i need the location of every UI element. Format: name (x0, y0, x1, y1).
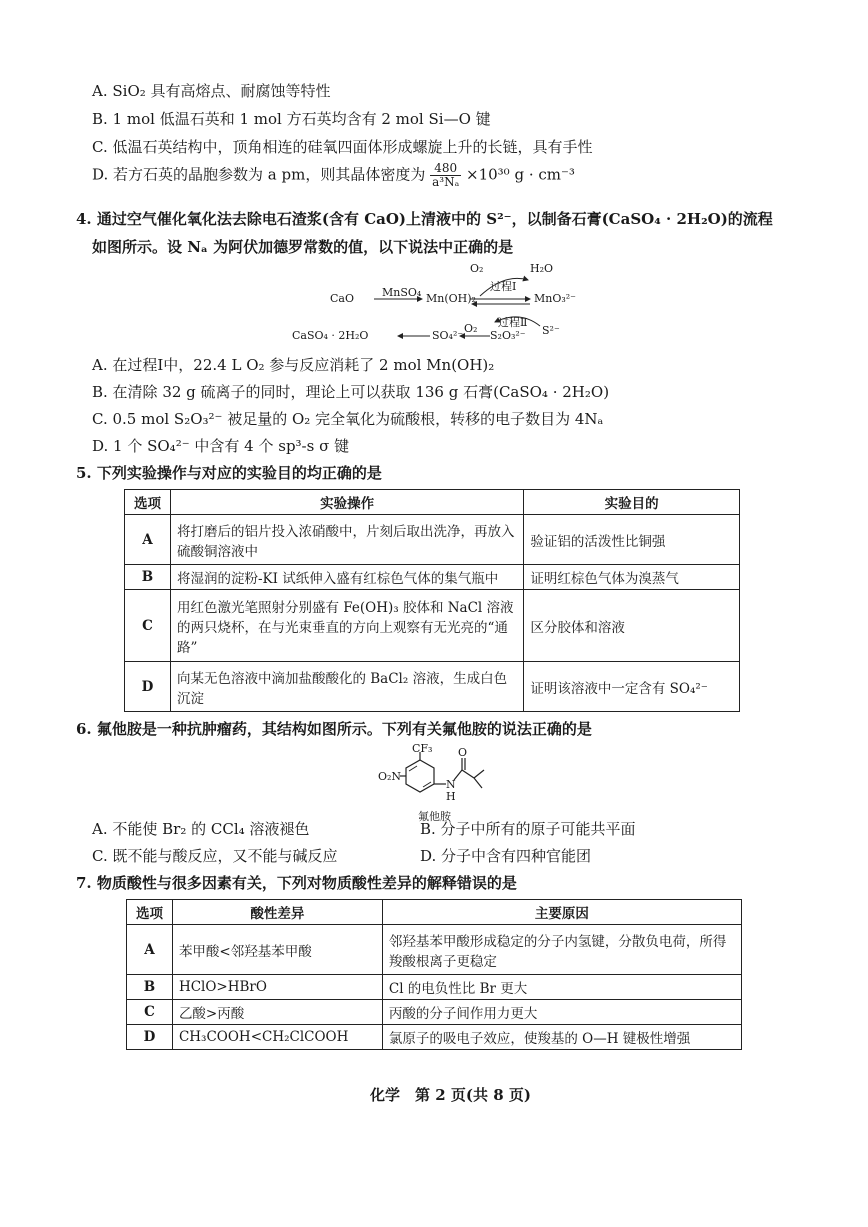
q3-option-b: B. 1 mol 低温石英和 1 mol 方石英均含有 2 mol Si—O 键 (92, 110, 491, 128)
row-operation: 向某无色溶液中滴加盐酸酸化的 BaCl₂ 溶液，生成白色沉淀 (170, 662, 523, 712)
row-option: D (127, 1025, 173, 1050)
row-option: B (125, 565, 171, 590)
label-o2-bottom: O₂ (464, 322, 478, 335)
row-difference: HClO>HBrO (172, 975, 382, 1000)
table-row (127, 1000, 742, 1025)
q5-table (124, 489, 740, 712)
label-cf3: CF₃ (412, 742, 433, 755)
row-option: D (125, 662, 171, 712)
q4-stem-line2: 如图所示。设 Nₐ 为阿伏加德罗常数的值，以下说法中正确的是 (92, 238, 514, 256)
q4-flow-diagram (292, 258, 590, 348)
row-goal: 证明红棕色气体为溴蒸气 (524, 565, 740, 590)
q6-option-c: C. 既不能与酸反应，又不能与碱反应 (92, 847, 338, 865)
q7-stem: 7. 物质酸性与很多因素有关，下列对物质酸性差异的解释错误的是 (76, 874, 517, 892)
q5-header-goal: 实验目的 (524, 490, 740, 515)
q3-option-d-suffix: ×10³⁰ g · cm⁻³ (466, 165, 575, 184)
label-so4: SO₄²⁻ (432, 329, 464, 342)
q6-option-b: B. 分子中所有的原子可能共平面 (420, 820, 636, 838)
q4-stem-line1: 4. 通过空气催化氧化法去除电石渣浆(含有 CaO)上清液中的 S²⁻，以制备石膏(CaSO₄ · 2H₂O)的流程 (76, 210, 773, 228)
q6-stem: 6. 氟他胺是一种抗肿瘤药，其结构如图所示。下列有关氟他胺的说法正确的是 (76, 720, 592, 738)
q3-option-a: A. SiO₂ 具有高熔点、耐腐蚀等特性 (92, 82, 331, 100)
table-row (125, 662, 740, 712)
label-o2n: O₂N (378, 770, 402, 783)
label-n: N (446, 778, 456, 791)
q7-header-row (127, 900, 742, 925)
label-mnso4: MnSO₄ (382, 286, 422, 299)
q7-header-difference: 酸性差异 (172, 900, 382, 925)
table-row (125, 590, 740, 662)
row-reason: 丙酸的分子间作用力更大 (382, 1000, 741, 1025)
flutamide-structure (378, 742, 494, 806)
table-row (125, 565, 740, 590)
q5-stem: 5. 下列实验操作与对应的实验目的均正确的是 (76, 464, 382, 482)
row-operation: 用红色激光笔照射分别盛有 Fe(OH)₃ 胶体和 NaCl 溶液的两只烧杯，在与光束垂直的方向上观察有无光亮的“通路” (170, 590, 523, 662)
row-goal: 验证铝的活泼性比铜强 (524, 515, 740, 565)
q5-header-operation: 实验操作 (170, 490, 523, 515)
row-option: C (127, 1000, 173, 1025)
label-h2o-top: H₂O (530, 262, 554, 275)
q6-option-d: D. 分子中含有四种官能团 (420, 847, 592, 865)
density-numerator: 480 (430, 162, 461, 176)
q7-header-reason: 主要原因 (382, 900, 741, 925)
row-option: A (125, 515, 171, 565)
label-h: H (446, 790, 456, 803)
label-cao: CaO (330, 292, 354, 305)
density-fraction (430, 162, 461, 189)
label-o2-top: O₂ (470, 262, 484, 275)
label-process1: 过程Ⅰ (490, 280, 517, 293)
q3-option-d-prefix: D. 若方石英的晶胞参数为 a pm，则其晶体密度为 (92, 165, 426, 184)
q6-option-a: A. 不能使 Br₂ 的 CCl₄ 溶液褪色 (92, 820, 310, 838)
row-option: B (127, 975, 173, 1000)
q7-header-option: 选项 (127, 900, 173, 925)
row-reason: 邻羟基苯甲酸形成稳定的分子内氢键，分散负电荷，所得羧酸根离子更稳定 (382, 925, 741, 975)
q7-table (126, 899, 742, 1050)
row-reason: 氯原子的吸电子效应，使羧基的 O—H 键极性增强 (382, 1025, 741, 1050)
row-operation: 将湿润的淀粉-KI 试纸伸入盛有红棕色气体的集气瓶中 (170, 565, 523, 590)
label-caso4: CaSO₄ · 2H₂O (292, 329, 369, 342)
row-option: A (127, 925, 173, 975)
table-row (127, 975, 742, 1000)
q3-option-c: C. 低温石英结构中，顶角相连的硅氧四面体形成螺旋上升的长链，具有手性 (92, 138, 593, 156)
label-s2: S²⁻ (542, 324, 560, 337)
label-mnoh2: Mn(OH)₂ (426, 292, 476, 305)
label-mno3: MnO₃²⁻ (534, 292, 576, 305)
label-s2o3: S₂O₃²⁻ (490, 329, 526, 342)
benzene-ring (406, 760, 434, 792)
page-footer: 化学 第 2 页(共 8 页) (370, 1086, 531, 1104)
row-operation: 将打磨后的铝片投入浓硝酸中，片刻后取出洗净，再放入硫酸铜溶液中 (170, 515, 523, 565)
density-denominator: a³Nₐ (432, 175, 460, 189)
row-goal: 证明该溶液中一定含有 SO₄²⁻ (524, 662, 740, 712)
label-process2: 过程Ⅱ (498, 316, 528, 329)
row-difference: CH₃COOH<CH₂ClCOOH (172, 1025, 382, 1050)
flutamide-caption: 氟他胺 (418, 810, 451, 823)
row-goal: 区分胶体和溶液 (524, 590, 740, 662)
q4-option-a: A. 在过程Ⅰ中，22.4 L O₂ 参与反应消耗了 2 mol Mn(OH)₂ (92, 356, 495, 374)
table-row (125, 515, 740, 565)
q3-option-d (92, 162, 575, 189)
row-difference: 苯甲酸<邻羟基苯甲酸 (172, 925, 382, 975)
row-reason: Cl 的电负性比 Br 更大 (382, 975, 741, 1000)
q5-header-option: 选项 (125, 490, 171, 515)
row-option: C (125, 590, 171, 662)
table-row (127, 1025, 742, 1050)
label-o: O (458, 746, 468, 759)
q4-option-c: C. 0.5 mol S₂O₃²⁻ 被足量的 O₂ 完全氧化为硫酸根，转移的电子数目为 4Nₐ (92, 410, 604, 428)
row-difference: 乙酸>丙酸 (172, 1000, 382, 1025)
table-row (127, 925, 742, 975)
q4-option-d: D. 1 个 SO₄²⁻ 中含有 4 个 sp³-s σ 键 (92, 437, 350, 455)
q5-header-row (125, 490, 740, 515)
q4-option-b: B. 在清除 32 g 硫离子的同时，理论上可以获取 136 g 石膏(CaSO₄ · 2H₂O) (92, 383, 610, 401)
